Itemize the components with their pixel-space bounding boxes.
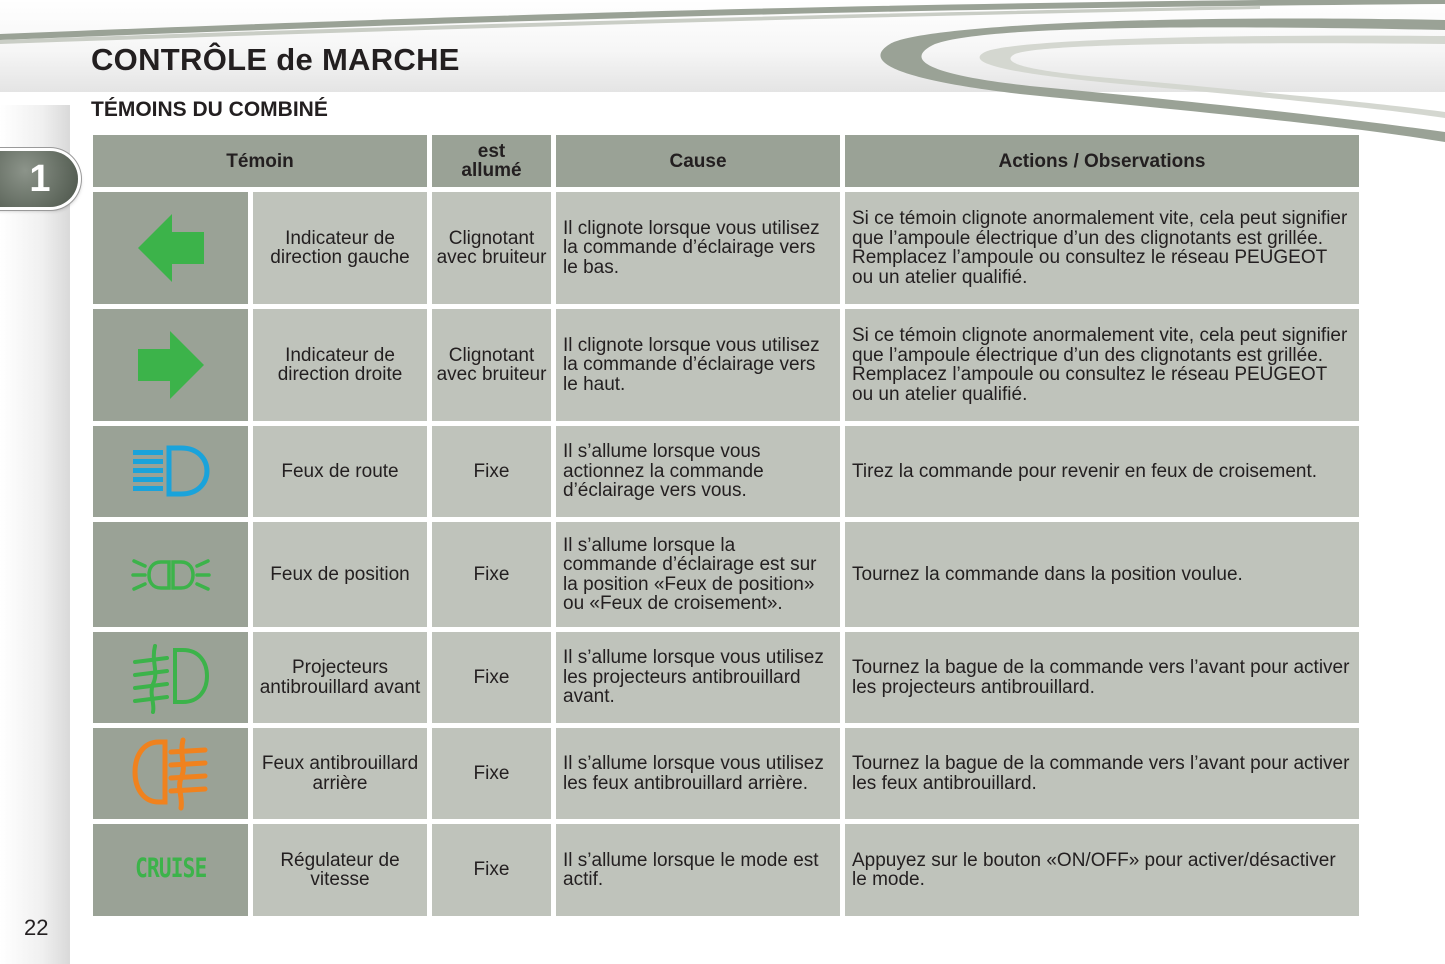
- indicator-action: Si ce témoin clignote anormalement vite, cela peut signifier que l’ampoule électrique d’un des clignotants est grillée. Remplacez l’ampoule ou consultez le réseau PEUGEOT ou un atelier qualifié.: [845, 192, 1359, 304]
- indicator-state: Clignotant avec bruiteur: [432, 192, 551, 304]
- indicator-state: Fixe: [432, 426, 551, 517]
- left-arrow-icon: [136, 210, 206, 286]
- icon-cell: [93, 192, 248, 304]
- icon-cell: [93, 426, 248, 517]
- indicator-cause: Il clignote lorsque vous utilisez la commande d’éclairage vers le haut.: [556, 309, 840, 421]
- icon-cell: [93, 309, 248, 421]
- indicator-name: Feux de route: [253, 426, 427, 517]
- indicator-action: Tournez la bague de la commande vers l’avant pour activer les projecteurs antibrouillard.: [845, 632, 1359, 723]
- indicator-state: Clignotant avec bruiteur: [432, 309, 551, 421]
- indicator-state: Fixe: [432, 632, 551, 723]
- indicator-action: Si ce témoin clignote anormalement vite, cela peut signifier que l’ampoule électrique d’un des clignotants est grillée. Remplacez l’ampoule ou consultez le réseau PEUGEOT ou un atelier qualifié.: [845, 309, 1359, 421]
- table-row: [93, 192, 1359, 304]
- indicator-state: Fixe: [432, 522, 551, 627]
- icon-cell: [93, 632, 248, 723]
- indicator-name: Feux de position: [253, 522, 427, 627]
- indicator-cause: Il s’allume lorsque la commande d’éclairage est sur la position «Feux de position» ou «Feux de croisement».: [556, 522, 840, 627]
- indicator-cause: Il s’allume lorsque vous utilisez les projecteurs antibrouillard avant.: [556, 632, 840, 723]
- indicator-name: Projecteurs antibrouillard avant: [253, 632, 427, 723]
- indicator-name: Indicateur de direction gauche: [253, 192, 427, 304]
- column-header-actions: Actions / Observations: [845, 135, 1359, 187]
- indicator-name: Régulateur de vitesse: [253, 824, 427, 916]
- indicator-cause: Il s’allume lorsque vous utilisez les feux antibrouillard arrière.: [556, 728, 840, 819]
- indicator-action: Tournez la commande dans la position voulue.: [845, 522, 1359, 627]
- indicator-cause: Il s’allume lorsque vous actionnez la commande d’éclairage vers vous.: [556, 426, 840, 517]
- position-lights-icon: [131, 553, 211, 597]
- indicator-action: Tirez la commande pour revenir en feux de croisement.: [845, 426, 1359, 517]
- column-header-allume-text: est allumé: [461, 141, 522, 181]
- icon-cell: [93, 522, 248, 627]
- icon-cell: [93, 728, 248, 819]
- page-title: CONTRÔLE de MARCHE: [91, 42, 460, 77]
- indicator-state: Fixe: [432, 728, 551, 819]
- cruise-icon: CRUISE: [134, 852, 207, 884]
- section-title: TÉMOINS DU COMBINÉ: [91, 98, 328, 121]
- left-margin-strip: [0, 105, 70, 964]
- indicator-state: Fixe: [432, 824, 551, 916]
- icon-cell: [93, 824, 248, 916]
- indicator-cause: Il s’allume lorsque le mode est actif.: [556, 824, 840, 916]
- table-header-row: [93, 135, 1359, 187]
- high-beam-icon: [131, 444, 211, 500]
- indicator-action: Tournez la bague de la commande vers l’avant pour activer les feux antibrouillard.: [845, 728, 1359, 819]
- indicator-action: Appuyez sur le bouton «ON/OFF» pour activer/désactiver le mode.: [845, 824, 1359, 916]
- table-row: [93, 728, 1359, 819]
- indicator-cause: Il clignote lorsque vous utilisez la commande d’éclairage vers le bas.: [556, 192, 840, 304]
- indicator-table: [88, 130, 1364, 921]
- column-header-temoin: Témoin: [93, 135, 427, 187]
- indicator-name: Indicateur de direction droite: [253, 309, 427, 421]
- table-row: [93, 632, 1359, 723]
- right-arrow-icon: [136, 327, 206, 403]
- table-row: [93, 824, 1359, 916]
- table-row: [93, 522, 1359, 627]
- chapter-tab[interactable]: [0, 151, 78, 207]
- rear-fog-icon: [131, 736, 211, 812]
- table-row: [93, 309, 1359, 421]
- page-number: 22: [24, 915, 49, 940]
- column-header-allume: [432, 135, 551, 187]
- indicator-name: Feux antibrouillard arrière: [253, 728, 427, 819]
- chapter-number: 1: [29, 157, 51, 200]
- column-header-cause: Cause: [556, 135, 840, 187]
- table-row: [93, 426, 1359, 517]
- front-fog-icon: [131, 642, 211, 714]
